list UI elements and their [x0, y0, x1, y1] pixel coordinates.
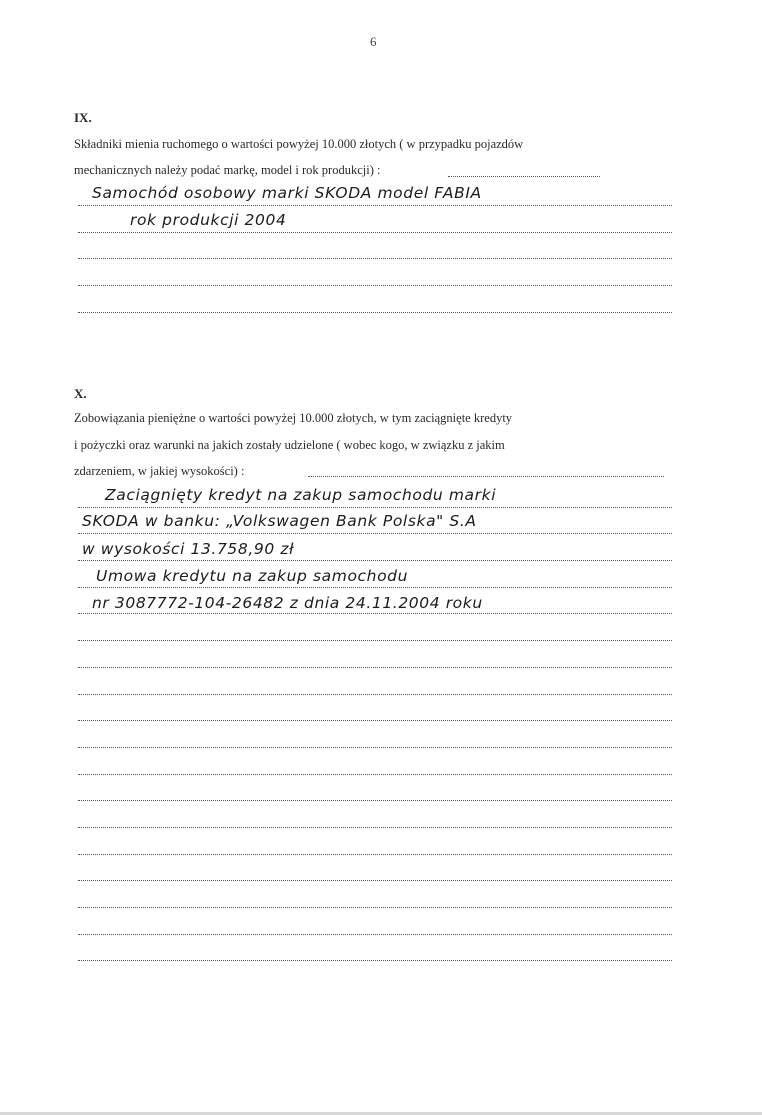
section-x-handwritten-answer-1: Zaciągnięty kredyt na zakup samochodu marki [105, 486, 497, 504]
section-x-answer-line [78, 694, 672, 695]
section-ix-answer-line [78, 312, 672, 313]
section-x-answer-line [78, 774, 672, 775]
section-ix-answer-line [78, 232, 672, 233]
section-x-handwritten-answer-4: Umowa kredytu na zakup samochodu [96, 567, 409, 585]
section-x-question-line-3: zdarzeniem, w jakiej wysokości) : [74, 464, 245, 478]
section-ix-answer-line [78, 258, 672, 259]
section-ix-handwritten-answer-2: rok produkcji 2004 [130, 211, 287, 229]
section-x-answer-line [78, 934, 672, 935]
section-x-handwritten-answer-5: nr 3087772-104-26482 z dnia 24.11.2004 roku [92, 594, 483, 612]
section-x-answer-line [78, 827, 672, 828]
section-x-answer-line [78, 587, 672, 588]
section-x-answer-line [78, 800, 672, 801]
section-x-answer-line [78, 667, 672, 668]
section-x-heading: X. [74, 386, 87, 401]
section-x-handwritten-answer-3: w wysokości 13.758,90 zł [82, 540, 295, 558]
section-x-answer-line [78, 960, 672, 961]
section-ix-answer-line [78, 285, 672, 286]
section-x-answer-line [78, 507, 672, 508]
section-x-question-line-2: i pożyczki oraz warunki na jakich zostały udzielone ( wobec kogo, w związku z jakim [74, 438, 505, 452]
page-number: 6 [370, 34, 377, 49]
section-x-answer-line [78, 533, 672, 534]
section-x-answer-line [78, 613, 672, 614]
section-ix-question-line-1: Składniki mienia ruchomego o wartości powyżej 10.000 złotych ( w przypadku pojazdów [74, 137, 524, 151]
section-x-question-fill-line [308, 476, 664, 477]
section-ix-handwritten-answer-1: Samochód osobowy marki SKODA model FABIA [92, 184, 482, 202]
section-x-answer-line [78, 854, 672, 855]
section-x-answer-line [78, 747, 672, 748]
section-x-answer-line [78, 880, 672, 881]
section-x-handwritten-answer-2: SKODA w banku: „Volkswagen Bank Polska" S.A [82, 512, 477, 530]
section-x-question-line-1: Zobowiązania pieniężne o wartości powyżej 10.000 złotych, w tym zaciągnięte kredyty [74, 411, 513, 425]
section-x-answer-line [78, 640, 672, 641]
section-x-answer-line [78, 720, 672, 721]
section-x-answer-line [78, 907, 672, 908]
section-ix-question-line-2: mechanicznych należy podać markę, model i rok produkcji) : [74, 163, 381, 177]
section-ix-answer-line [78, 205, 672, 206]
section-ix-question-fill-line [448, 176, 600, 177]
section-x-answer-line [78, 560, 672, 561]
section-ix-heading: IX. [74, 110, 92, 125]
